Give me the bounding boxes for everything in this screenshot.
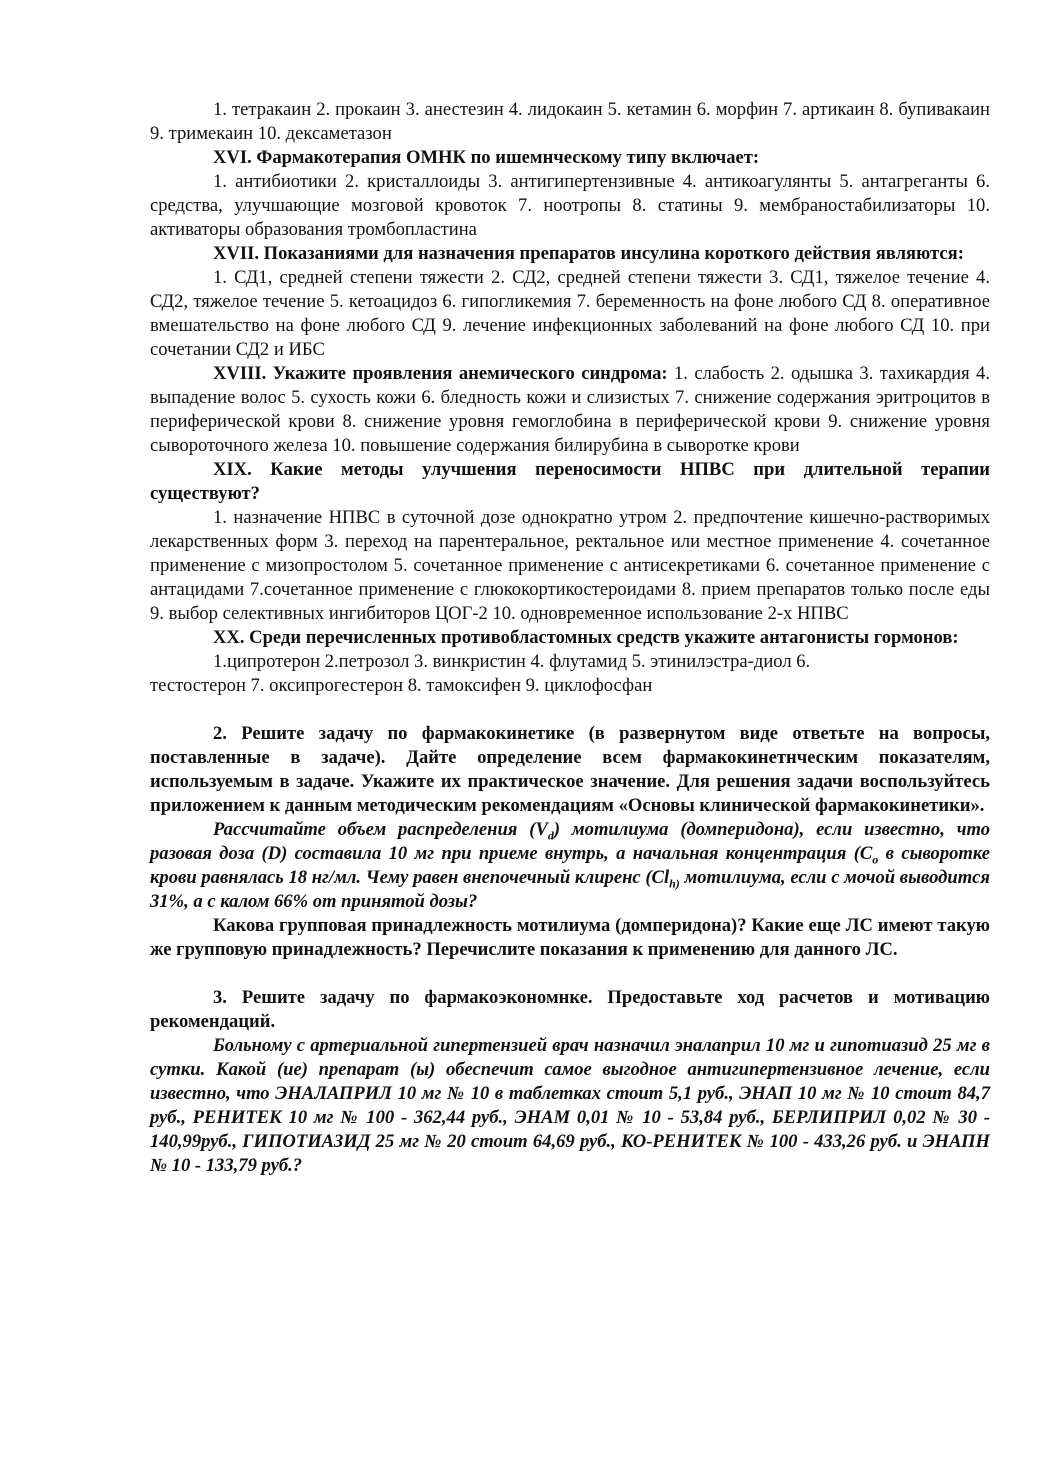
subscript-d: d [547,828,554,843]
task2-heading: 2. Решите задачу по фармакокинетике (в развернутом виде ответьте на вопросы, поставленные в задаче). Дайте определение всем фармакокинетнческим показателям, используемым в задаче. Укажите их практическое значение. Для решения задачи воспользуйтесь приложением к данным методическим рекомендациям «Основы клинической фармакокинетики». [150,723,990,816]
spacer [150,698,990,722]
q18-answer-options: 1. слабость 2. одышка 3. тахикардия 4. выпадение волос 5. сухость кожи 6. бледность кожи и слизистых 7. снижение содержания эритроцитов в периферической крови 8. снижение уровня гемоглобина в периферической крови 9. снижение уровня сывороточного железа 10. повышение содержания билирубина в сыворотке крови [150,363,990,456]
q19-question: XIX. Какие методы улучшения переносимости НПВС при длительной терапии существуют? [150,459,990,504]
q16-question: XVI. Фармакотерапия ОМНК по ишемнческому типу включает: [213,147,760,168]
task2-problem-text: ) мотилиума (домперидона), если известно, что разовая доза (D) составила 10 мг при приеме внутрь, а начальная концентрация (C [150,819,990,864]
task2-problem-text: в сыворотке крови равнялась 18 нг/мл. Чему равен внепочечный клиренс (Cl [150,843,991,888]
q20-question: XX. Среди перечисленных противобластомных средств укажите антагонисты гормонов: [213,627,959,648]
q18-block [150,362,990,458]
q18-question: XVIII. Укажите проявления анемического синдрома: [213,363,668,384]
subscript-h: h) [669,876,680,891]
document-page [150,98,990,1178]
q20-answer-options-line-1: 1.ципротерон 2.петрозол 3. винкристин 4. флутамид 5. этинилэстра-диол 6. [213,651,811,672]
q20-answer-options-line-2: тестостерон 7. оксипрогестерон 8. тамоксифен 9. циклофосфан [150,675,653,696]
q16-answer-options: 1. антибиотики 2. кристаллоиды 3. антигипертензивные 4. антикоагулянты 5. антагреганты 6. средства, улучшающие мозговой кровоток 7. ноотропы 8. статины 9. мембраностабилизаторы 10. активаторы образования тромбопластина [150,171,990,240]
task2-question: Какова групповая принадлежность мотилиума (домперидона)? Какие еще ЛС имеют такую же групповую принадлежность? Перечислите показания к применению для данного ЛС. [150,915,990,960]
q15-answer-options: 1. тетракаин 2. прокаин 3. анестезин 4. лидокаин 5. кетамин 6. морфин 7. артикаин 8. бупивакаин 9. тримекаин 10. дексаметазон [150,99,990,144]
task2-problem-text: Рассчитайте объем распределения (V [213,819,548,840]
task3-heading: 3. Решите задачу по фармакоэкономнке. Предоставьте ход расчетов и мотивацию рекомендаций. [150,987,990,1032]
task3-problem: Больному с артериальной гипертензией врач назначил эналаприл 10 мг и гипотиазид 25 мг в сутки. Какой (ие) препарат (ы) обеспечит самое выгодное антигипертензивное лечение, если известно, что ЭНАЛАПРИЛ 10 мг № 10 в таблетках стоит 5,1 руб., ЭНАП 10 мг № 10 стоит 84,7 руб., РЕНИТЕК 10 мг № 100 - 362,44 руб., ЭНАМ 0,01 № 10 - 53,84 руб., БЕРЛИПРИЛ 0,02 № 30 - 140,99руб., ГИПОТИАЗИД 25 мг № 20 стоит 64,69 руб., КО-РЕНИТЕК № 100 - 433,26 руб. и ЭНАПН № 10 - 133,79 руб.? [150,1035,990,1176]
q17-answer-options: 1. СД1, средней степени тяжести 2. СД2, средней степени тяжести 3. СД1, тяжелое течение 4. СД2, тяжелое течение 5. кетоацидоз 6. гипогликемия 7. беременность на фоне любого СД 8. оперативное вмешательство на фоне любого СД 9. лечение инфекционных заболеваний на фоне любого СД 10. при сочетании СД2 и ИБС [150,267,990,360]
q19-answer-options: 1. назначение НПВС в суточной дозе однократно утром 2. предпочтение кишечно-растворимых лекарственных форм 3. переход на парентеральное, ректальное или местное применение 4. сочетанное применение с мизопростолом 5. сочетанное применение с антисекретиками 6. сочетанное применение с антацидами 7.сочетанное применение с глюкокортикостероидами 8. прием препаратов только после еды 9. выбор селективных ингибиторов ЦОГ-2 10. одновременное использование 2-х НПВС [150,507,990,624]
spacer [150,962,990,986]
task2-problem-text: мотилиума, если с мочой выводится 31%, а с калом 66% от принятой дозы? [150,867,990,912]
task2-problem [150,818,990,914]
subscript-o: o [872,852,879,867]
q17-question: XVII. Показаниями для назначения препаратов инсулина короткого действия являются: [213,243,964,264]
